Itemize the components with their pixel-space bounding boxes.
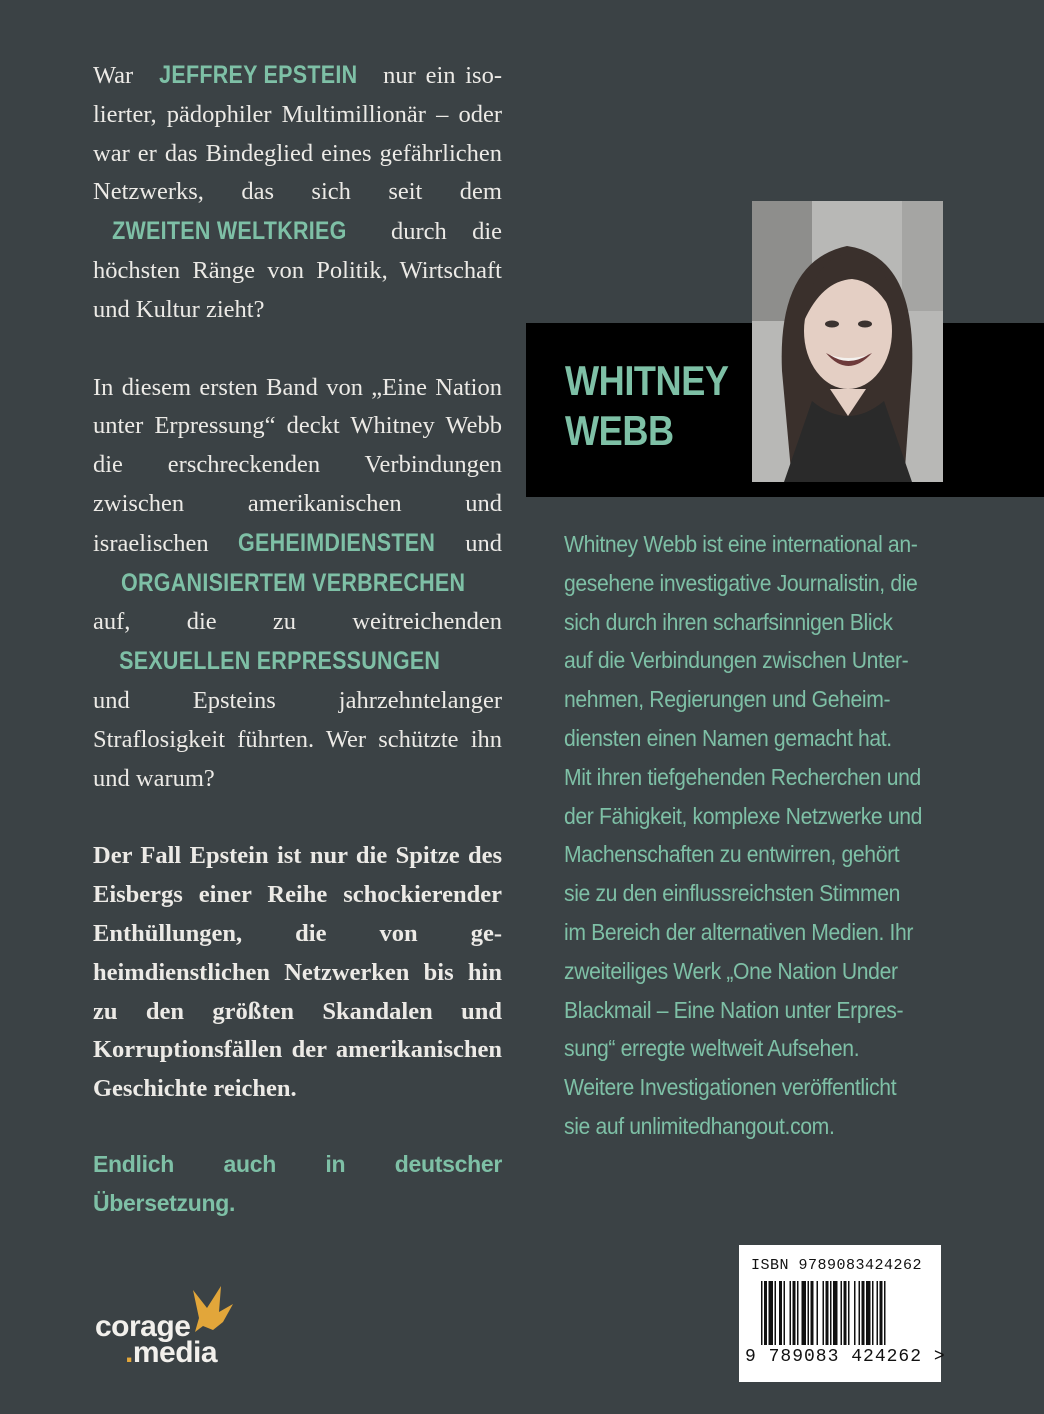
barcode-bar [790, 1281, 792, 1345]
barcode-bar [797, 1281, 799, 1345]
barcode-bar [793, 1281, 796, 1345]
bio-line: auf die Verbindungen zwischen Unter- [564, 647, 909, 674]
highlight-jeffrey-epstein: JEFFREY EPSTEIN [159, 61, 358, 89]
bio-line: diensten einen Namen gemacht hat. [564, 724, 892, 751]
barcode-bar [826, 1281, 829, 1345]
bio-line: sie auf unlimitedhangout.com. [564, 1112, 835, 1139]
author-portrait-illustration [752, 201, 943, 482]
blurb-paragraph-2 [93, 369, 502, 799]
bio-line: gesehene investigative Journalistin, die [564, 569, 918, 596]
barcode-bar [764, 1281, 767, 1345]
bio-line: sich durch ihren scharfsinnigen Blick [564, 608, 893, 635]
text-run: nur ein isolierter, pädophiler Multimillionär – oder war er das Bindeglied eines gefährlichen Netzwerks, das sich seit dem [93, 62, 502, 206]
text-run: auf, die zu weitreichenden [93, 608, 502, 636]
barcode-bar [848, 1281, 850, 1345]
barcode-bar [880, 1281, 883, 1345]
isbn-barcode [739, 1245, 946, 1382]
bio-line: sung“ erregte weltweit Aufsehen. [564, 1035, 860, 1062]
isbn-digits: 9 789083 424262 > [745, 1347, 946, 1367]
highlight-zweiten-weltkrieg: ZWEITEN WELTKRIEG [112, 217, 347, 246]
highlight-organisiertem-verbrechen: ORGANISIERTEM VERBRECHEN [121, 568, 466, 597]
barcode-bar [830, 1281, 832, 1345]
logo-text-corage: corage [95, 1310, 191, 1343]
barcode-bar [802, 1281, 807, 1345]
blurb-column [93, 56, 502, 1223]
barcode-bar [862, 1281, 865, 1345]
barcode-bar [884, 1281, 886, 1345]
barcode-bar [841, 1281, 843, 1345]
barcode-bar [761, 1281, 763, 1345]
author-photo [752, 201, 943, 482]
barcode-bar [769, 1281, 774, 1345]
bio-line: Mit ihren tiefgehenden Recherchen und [564, 763, 921, 790]
bio-line: der Fähigkeit, komplexe Netzwerke und [564, 802, 923, 829]
publisher-logo [95, 1280, 255, 1370]
bio-line: im Bereich der alternativen Medien. Ihr [564, 918, 914, 945]
author-bio [564, 525, 944, 1146]
bio-line: Whitney Webb ist eine international an- [564, 531, 918, 557]
blurb-paragraph-3: Der Fall Epstein ist nur die Spitze des Eisbergs einer Reihe schockierender Enthüllungen, die von geheimdienstlichen Netzwerken bis hin zu den größten Skandalen und Korruptionsfällen der amerikanischen Geschichte reichen. [93, 842, 502, 1103]
barcode-bar [808, 1281, 810, 1345]
highlight-geheimdiensten: GEHEIMDIENSTEN [238, 528, 436, 557]
barcode-bar [844, 1281, 847, 1345]
text-run: und Epsteins jahrzehntelanger Straflosigkeit führten. Wer schützte ihn und warum? [93, 686, 502, 792]
barcode-bar [779, 1281, 782, 1345]
bio-line: zweiteiliges Werk „One Nation Under [564, 957, 898, 984]
bio-line: sie zu den einflussreichsten Stimmen [564, 880, 901, 907]
text-run: durch die höchsten Ränge von Politik, Wirtschaft und Kultur zieht? [93, 218, 502, 323]
author-name [565, 356, 729, 456]
logo-text-media [125, 1336, 217, 1370]
barcode-bar [877, 1281, 879, 1345]
tagline: Endlich auch in deutscher Übersetzung. [93, 1150, 502, 1216]
barcode-bar [833, 1281, 838, 1345]
barcode-bar [811, 1281, 814, 1345]
author-name-line2: WEBB [565, 407, 674, 454]
barcode-bar [866, 1281, 871, 1345]
bio-line: Machenschaften zu entwirren, gehört [564, 841, 900, 868]
logo-text-media-word: media [132, 1336, 218, 1369]
bio-line: Blackmail – Eine Nation unter Erpres- [564, 996, 904, 1023]
highlight-sexuellen-erpressungen: SEXUELLEN ERPRESSUNGEN [119, 647, 441, 676]
barcode-bar [775, 1281, 777, 1345]
barcode-bar [859, 1281, 861, 1345]
isbn-label: ISBN 9789083424262 [751, 1257, 923, 1274]
text-run: In diesem ersten Band von „Eine Nation unter Erpressung“ deckt Whitney Webb die erschreckenden Verbindungen zwischen amerikanischen und israelischen [93, 373, 502, 557]
text-run: War [93, 62, 143, 89]
barcode-bar [817, 1281, 819, 1345]
barcode-bar [872, 1281, 874, 1345]
logo-dot: . [125, 1336, 133, 1369]
barcode-bar [784, 1281, 786, 1345]
author-name-line1: WHITNEY [565, 357, 729, 404]
bio-line: nehmen, Regierungen und Geheim- [564, 686, 891, 713]
blurb-paragraph-1 [93, 56, 502, 330]
bio-line: Weitere Investigationen veröffentlicht [564, 1074, 897, 1101]
text-run: und [451, 529, 502, 557]
barcode-bar [823, 1281, 825, 1345]
barcode-bar [854, 1281, 856, 1345]
